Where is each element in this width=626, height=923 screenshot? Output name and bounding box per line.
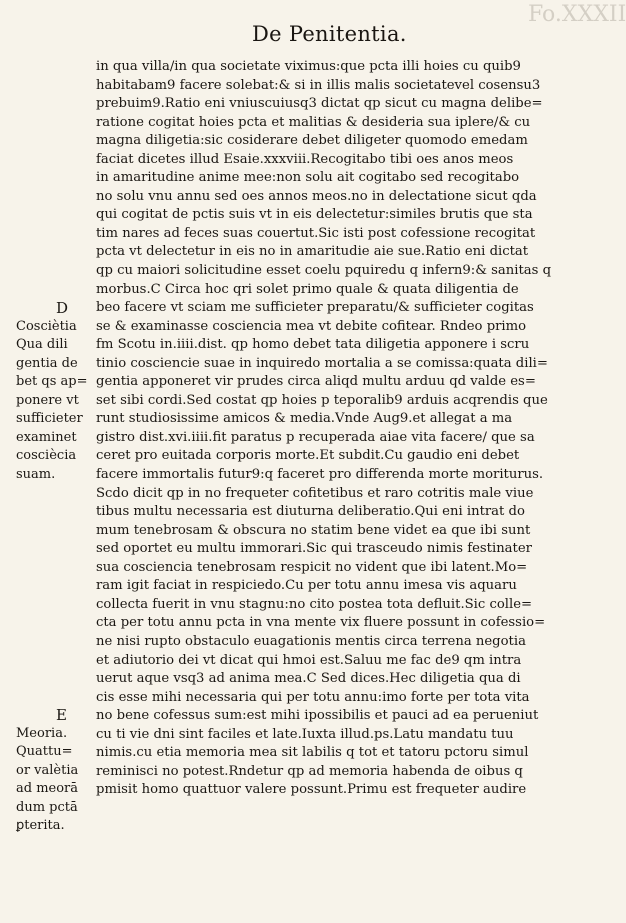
text-line: morbus.C Circa hoc qri solet primo quale & quata diligentia de (96, 281, 519, 297)
margin-line: Quattu= (16, 744, 73, 760)
text-line: gentia apponeret vir prudes circa aliqd multu arduu qd valde es= (96, 374, 536, 390)
margin-line: examinet (16, 429, 77, 445)
text-line: qp cu maiori solicitudine esset coelu pquiredu q infern9:& sanitas q (96, 263, 552, 279)
text-line: gistro dist.xvi.iiii.fit paratus p recuperada aiae vita facere/ que sa (96, 429, 535, 445)
text-line: pcta vt delectetur in eis no in amaritudie aie sue.Ratio eni dictat (96, 244, 529, 260)
margin-line: Qua dili (16, 337, 68, 353)
text-line: beo facere vt sciam me sufficieter preparatu/& sufficieter cogitas (96, 300, 534, 316)
text-line: et adiutorio dei vt dicat qui hmoi est.Saluu me fac de9 qm intra (96, 652, 522, 668)
text-line: tinio cosciencie suae in inquiredo mortalia a se comissa:quata dili= (96, 355, 548, 371)
text-line: in qua villa/in qua societate viximus:que pcta illi hoies cu quib9 (96, 59, 521, 74)
margin-line: ad meorā (16, 781, 79, 797)
text-line: ratione cogitat hoies pcta et malitias & desideria sua iplere/& cu (96, 114, 531, 130)
running-title: De Penitentia. (252, 22, 407, 46)
margin-line: Cosciètia (16, 318, 77, 334)
margin-letter: E (56, 706, 67, 724)
text-line: ne nisi rupto obstaculo euagationis mentis circa terrena negotia (96, 633, 526, 649)
margin-line: or valètia (16, 762, 79, 778)
text-line: runt studiosissime amicos & media.Vnde Aug9.et allegat a ma (96, 411, 513, 427)
text-line: fm Scotu in.iiii.dist. qp homo debet tata diligetia apponere i scru (96, 337, 530, 353)
text-line: uerut aque vsq3 ad anima mea.C Sed dices.Hec diligetia qua di (96, 671, 521, 687)
text-line: qui cogitat de pctis suis vt in eis delectetur:similes brutis que sta (96, 207, 533, 223)
main-text-block (96, 58, 572, 800)
margin-line: cosciècia (16, 448, 77, 464)
margin-line: ponere vt (16, 392, 79, 408)
margin-line: Meoria. (16, 725, 68, 741)
text-line: cu ti vie dni sint faciles et late.Iuxta illud.ps.Latu mandatu tuu (96, 726, 514, 742)
margin-note-d (16, 299, 100, 484)
text-line: prebuim9.Ratio eni vniuscuiusq3 dictat qp sicut cu magna delibe= (96, 96, 543, 112)
folio-number: Fo.XXXII (528, 2, 626, 27)
text-line: tibus multu necessaria est diuturna deliberatio.Qui eni intrat do (96, 504, 525, 520)
text-line: faciat dicetes illud Esaie.xxxviii.Recogitabo tibi oes anos meos (96, 151, 514, 167)
text-line: sed oportet eu multu immorari.Sic qui trasceudo nimis festinater (96, 541, 532, 557)
margin-line: suam. (16, 466, 56, 482)
text-line: nimis.cu etia memoria mea sit labilis q tot et tatoru pctoru simul (96, 745, 529, 761)
text-line: pmisit homo quattuor valere possunt.Primu est frequeter audire (96, 782, 527, 798)
text-line: no solu vnu annu sed oes annos meos.no in delectatione sicut qda (96, 188, 537, 204)
text-line: no bene cofessus sum:est mihi ipossibilis et pauci ad ea perueniut (96, 708, 539, 724)
text-line: magna diligetia:sic cosiderare debet diligeter quomodo emedam (96, 133, 528, 149)
text-line: habitabam9 facere solebat:& si in illis malis societatevel cosensu3 (96, 77, 541, 93)
text-line: facere immortalis futur9:q faceret pro differenda morte moriturus. (96, 467, 544, 483)
text-line: cis esse mihi necessaria qui per totu annu:imo forte per tota vita (96, 689, 530, 705)
text-line: ceret pro euitada corporis morte.Et subdit.Cu gaudio eni debet (96, 448, 520, 464)
text-line: tim nares ad feces suas couertut.Sic isti post cofessione recogitat (96, 225, 536, 241)
margin-line: gentia de (16, 355, 78, 371)
text-line: se & examinasse cosciencia mea vt debite cofitear. Rndeo primo (96, 318, 527, 334)
margin-line: dum pctā (16, 799, 78, 815)
margin-line: ꝑterita. (16, 818, 65, 834)
text-line: in amaritudine anime mee:non solu ait cogitabo sed recogitabo (96, 170, 520, 186)
text-line: Scdo dicit qp in no frequeter cofitetibus et raro cotritis male viue (96, 485, 534, 501)
margin-letter: D (56, 299, 69, 317)
text-line: set sibi cordi.Sed costat qp hoies p teporalib9 arduis acqrendis que (96, 392, 548, 408)
text-line: cta per totu annu pcta in vna mente vix fluere possunt in cofessio= (96, 615, 546, 631)
margin-line: sufficieter (16, 411, 83, 427)
margin-line: bet qs ap= (16, 374, 88, 390)
text-line: ram igit faciat in respiciedo.Cu per totu annu imesa vis aquaru (96, 578, 517, 594)
text-line: mum tenebrosam & obscura no statim bene videt ea que ibi sunt (96, 522, 531, 538)
text-line: sua cosciencia tenebrosam respicit no vident que ibi latent.Mo= (96, 559, 528, 575)
margin-note-e (16, 706, 100, 836)
text-line: reminisci no potest.Rndetur qp ad memoria habenda de oibus q (96, 763, 523, 779)
text-line: collecta fuerit in vnu stagnu:no cito postea tota defluit.Sic colle= (96, 596, 533, 612)
